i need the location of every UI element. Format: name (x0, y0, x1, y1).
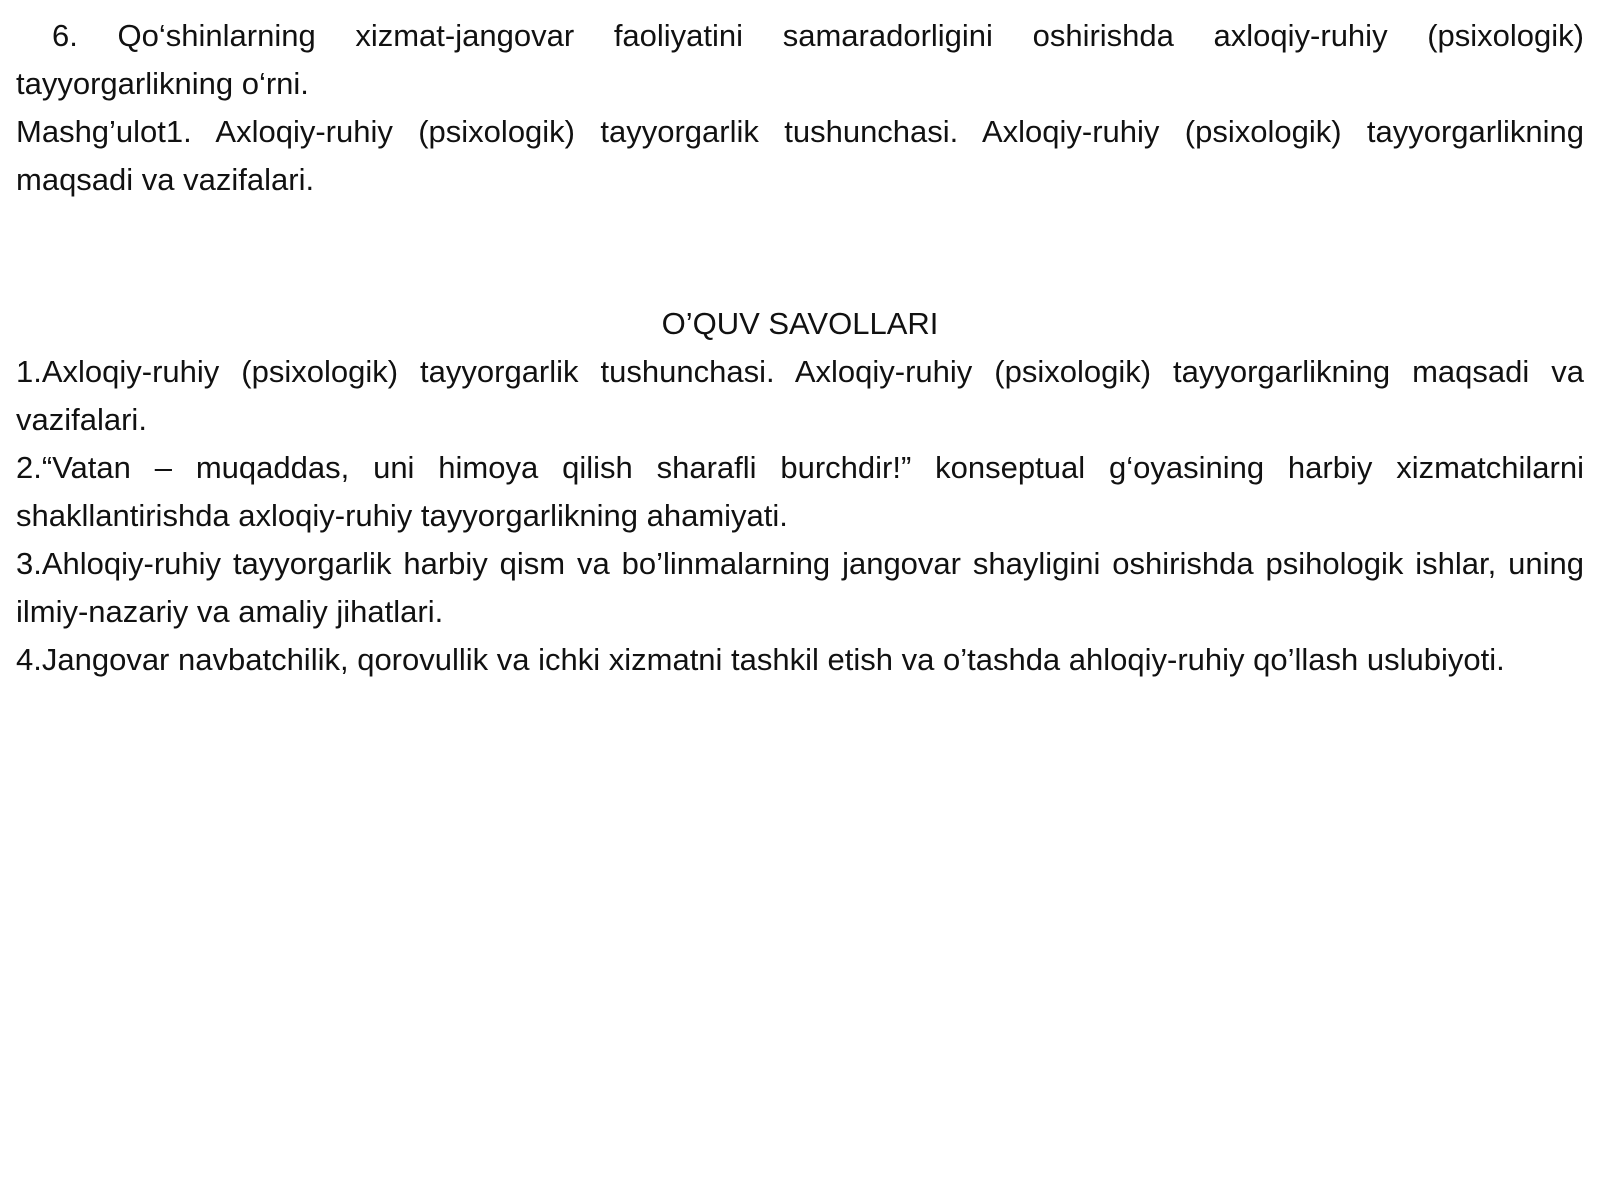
questions-heading: O’QUV SAVOLLARI (661, 306, 939, 341)
lesson-title: Mashg’ulot1. Axloqiy-ruhiy (psixologik) tayyorgarlik tushunchasi. Axloqiy-ruhiy (psixologik) tayyorgarlikning maqsadi va vazifalari. (16, 114, 1584, 197)
question-item-2: 2.“Vatan – muqaddas, uni himoya qilish sharafli burchdir!” konseptual g‘oyasining harbiy xizmatchilarni shakllantirishda axloqiy-ruhiy tayyorgarlikning ahamiyati. (16, 450, 1584, 533)
section-gap (16, 204, 1584, 300)
question-item-1: 1.Axloqiy-ruhiy (psixologik) tayyorgarlik tushunchasi. Axloqiy-ruhiy (psixologik) tayyorgarlikning maqsadi va vazifalari. (16, 354, 1584, 437)
question-item-3: 3.Ahloqiy-ruhiy tayyorgarlik harbiy qism va bo’linmalarning jangovar shayligini oshirishda psihologik ishlar, uning ilmiy-nazariy va amaliy jihatlari. (16, 546, 1584, 629)
question-item-4: 4.Jangovar navbatchilik, qorovullik va ichki xizmatni tashkil etish va o’tashda ahloqiy-ruhiy qo’llash uslubiyoti. (16, 642, 1505, 677)
topic-title: 6. Qo‘shinlarning xizmat-jangovar faoliyatini samaradorligini oshirishda axloqiy-ruhiy (psixologik) tayyorgarlikning o‘rni. (16, 18, 1584, 101)
document-page (16, 12, 1584, 684)
